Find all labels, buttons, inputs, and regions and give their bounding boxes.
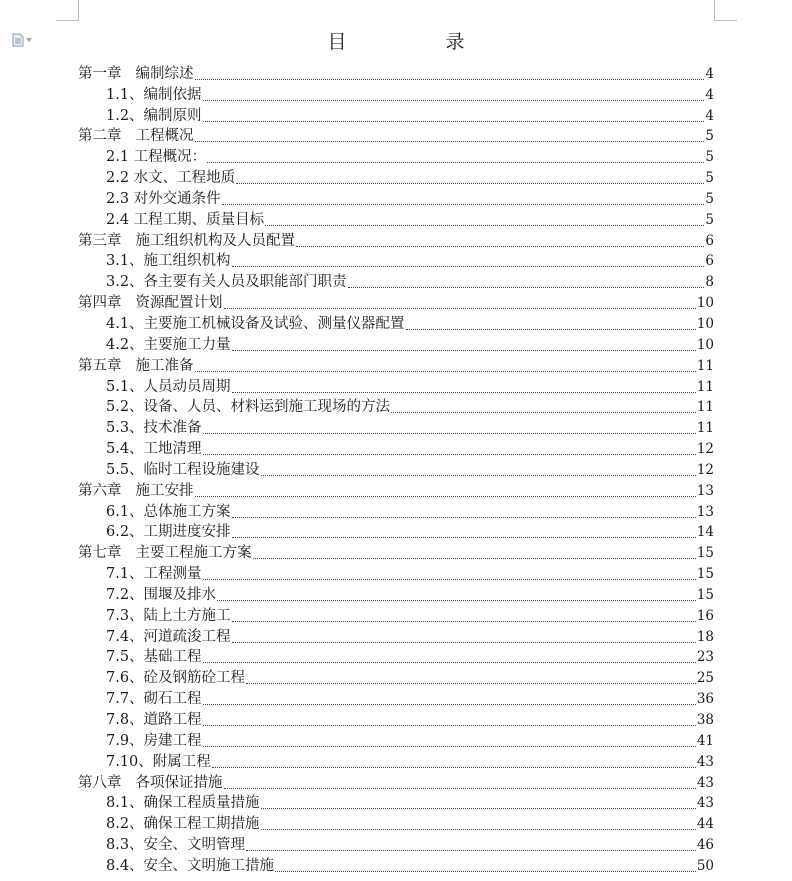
toc-chapter-entry[interactable] [78,541,714,562]
toc-chapter-title: 施工组织机构及人员配置 [135,232,295,249]
toc-section-entry[interactable] [78,625,714,646]
toc-entry-label: 2.3 对外交通条件 [106,190,221,207]
toc-page-number: 43 [696,774,714,791]
toc-entry-label: 8.4、安全、文明施工措施 [106,857,275,874]
toc-section-entry[interactable] [78,375,714,396]
toc-page-number: 12 [696,461,714,478]
toc-section-entry[interactable] [78,250,714,271]
toc-section-entry[interactable] [78,312,714,333]
toc-dot-leader [195,79,705,80]
toc-entry-label: 4.1、主要施工机械设备及试验、测量仪器配置 [106,315,405,332]
toc-dot-leader [236,183,704,184]
toc-section-entry[interactable] [78,583,714,604]
toc-chapter-title: 施工准备 [135,357,194,374]
toc-entry-label: 7.3、陆上土方施工 [106,607,231,624]
toc-entry-label: 7.1、工程测量 [106,566,202,583]
toc-page-number: 25 [696,670,714,687]
toc-entry-label [78,483,194,500]
toc-chapter-title: 资源配置计划 [135,295,223,312]
toc-section-entry[interactable] [78,562,714,583]
toc-chapter-number: 第四章 [78,295,122,312]
toc-dot-leader [203,725,696,726]
toc-dot-leader [275,871,696,872]
toc-entry-label: 6.2、工期进度安排 [106,524,231,541]
toc-section-entry[interactable] [78,854,714,875]
toc-section-entry[interactable] [78,83,714,104]
toc-chapter-entry[interactable] [78,354,714,375]
toc-entry-label: 5.2、设备、人员、材料运到施工现场的方法 [106,399,391,416]
toc-chapter-number: 第七章 [78,545,122,562]
toc-entry-label [78,358,194,375]
toc-chapter-title: 施工安排 [135,482,194,499]
toc-page-number: 10 [696,295,714,312]
toc-page-number: 5 [705,149,714,166]
toc-dot-leader [261,475,696,476]
toc-dot-leader [261,808,696,809]
toc-page-number: 12 [696,441,714,458]
toc-chapter-entry[interactable] [78,291,714,312]
toc-entry-label [78,545,252,562]
toc-entry-label [78,775,223,792]
toc-entry-label: 7.6、砼及钢筋砼工程 [106,670,246,687]
toc-page-number: 43 [696,753,714,770]
toc-section-entry[interactable] [78,812,714,833]
toc-entry-label: 1.1、编制依据 [106,86,202,103]
toc-dot-leader [348,287,705,288]
toc-dot-leader [261,829,696,830]
toc-entry-label: 6.1、总体施工方案 [106,503,231,520]
toc-section-entry[interactable] [78,416,714,437]
toc-dot-leader [232,350,696,351]
toc-section-entry[interactable] [78,604,714,625]
toc-section-entry[interactable] [78,166,714,187]
toc-section-entry[interactable] [78,521,714,542]
toc-entry-label: 5.1、人员动员周期 [106,378,231,395]
toc-dot-leader [203,579,696,580]
toc-section-entry[interactable] [78,208,714,229]
toc-page-number: 16 [696,607,714,624]
toc-entry-label [78,233,295,250]
toc-dot-leader [391,412,696,413]
toc-dot-leader [222,204,705,205]
toc-entry-label: 7.10、附属工程 [106,753,211,770]
toc-page-number: 15 [696,586,714,603]
toc-entry-label: 5.3、技术准备 [106,420,202,437]
page-corner-mark-right [714,0,737,21]
toc-section-entry[interactable] [78,187,714,208]
toc-chapter-entry[interactable] [78,229,714,250]
toc-page-number: 4 [705,107,714,124]
toc-section-entry[interactable] [78,270,714,291]
toc-page-number: 41 [696,732,714,749]
toc-dot-leader [296,246,704,247]
toc-page-number: 8 [705,274,714,291]
toc-entry-label: 2.4 工程工期、质量目标 [106,211,265,228]
toc-dot-leader [203,704,696,705]
toc-chapter-title: 工程概况 [135,128,194,145]
toc-section-entry[interactable] [78,396,714,417]
toc-dot-leader [207,162,704,163]
toc-page-number: 46 [696,837,714,854]
toc-dot-leader [265,225,704,226]
toc-entry-label: 7.8、道路工程 [106,712,202,728]
toc-section-entry[interactable] [78,646,714,667]
toc-page-number: 11 [696,420,714,437]
toc-entry-label: 5.4、工地清理 [106,441,202,458]
toc-dot-leader [203,100,705,101]
toc-dot-leader [232,642,696,643]
toc-dot-leader [203,454,696,455]
toc-page-number: 5 [705,190,714,207]
toc-section-entry[interactable] [78,792,714,813]
toc-page-number: 13 [696,503,714,520]
toc-entry-label [78,66,194,83]
toc-dot-leader [406,329,696,330]
toc-dot-leader [232,266,705,267]
toc-chapter-number: 第二章 [78,128,122,145]
toc-page-number: 10 [696,315,714,332]
toc-page-number: 11 [696,357,714,374]
toc-page-number: 15 [696,545,714,562]
toc-page-number: 4 [705,86,714,103]
toc-dot-leader [246,850,696,851]
toc-chapter-entry[interactable] [78,62,714,83]
toc-dot-leader [195,141,705,142]
toc-entry-label: 3.2、各主要有关人员及职能部门职责 [106,274,347,291]
toc-dot-leader [224,788,696,789]
toc-page-number: 36 [696,691,714,708]
toc-entry-label: 1.2、编制原则 [106,107,202,124]
toc-entry-label: 4.2、主要施工力量 [106,336,231,353]
page-corner-mark-left [56,0,79,21]
toc-dot-leader [253,558,696,559]
toc-page-number: 14 [696,524,714,541]
toc-entry-label: 8.3、安全、文明管理 [106,837,246,854]
toc-dot-leader [203,433,696,434]
toc-entry-label: 8.1、确保工程质量措施 [106,795,260,812]
toc-chapter-number: 第六章 [78,482,122,499]
toc-section-entry[interactable] [78,666,714,687]
toc-chapter-number: 第三章 [78,232,122,249]
toc-chapter-entry[interactable] [78,771,714,792]
toc-page-number: 11 [696,399,714,416]
toc-section-entry[interactable] [78,500,714,521]
toc-entry-label: 7.2、围堰及排水 [106,586,217,603]
toc-entry-label: 2.1 工程概况： [106,149,207,166]
toc-entry-label [78,295,223,312]
toc-section-entry[interactable] [78,145,714,166]
toc-section-entry[interactable] [78,729,714,750]
toc-chapter-number: 第一章 [78,65,122,82]
toc-entry-label: 7.4、河道疏浚工程 [106,628,231,645]
table-of-contents [78,62,714,875]
toc-page-number: 13 [696,482,714,499]
toc-entry-label: 8.2、确保工程工期措施 [106,816,260,833]
toc-dot-leader [195,496,696,497]
toc-chapter-number: 第五章 [78,357,122,374]
toc-chapter-title: 主要工程施工方案 [135,545,252,562]
toc-section-entry[interactable] [78,708,714,729]
toc-page-number: 38 [696,712,714,728]
toc-page-number: 50 [696,857,714,874]
toc-page-number: 5 [705,128,714,145]
toc-section-entry[interactable] [78,104,714,125]
toc-entry-label [78,128,194,145]
toc-page-number: 6 [705,232,714,249]
toc-entry-label: 7.5、基础工程 [106,649,202,666]
toc-dot-leader [212,767,696,768]
toc-dot-leader [232,537,696,538]
toc-page-number: 4 [705,65,714,82]
toc-page-number: 10 [696,336,714,353]
toc-section-entry[interactable] [78,333,714,354]
toc-entry-label: 5.5、临时工程设施建设 [106,461,260,478]
toc-chapter-entry[interactable] [78,479,714,500]
toc-page-number: 43 [696,795,714,812]
toc-dot-leader [203,746,696,747]
toc-dot-leader [217,600,696,601]
toc-entry-label: 7.7、砌石工程 [106,691,202,708]
page-title: 目 录 [327,31,505,53]
toc-dot-leader [246,683,696,684]
toc-page-number: 18 [696,628,714,645]
toc-entry-label: 2.2 水文、工程地质 [106,170,236,187]
toc-chapter-title: 编制综述 [135,65,194,82]
toc-dot-leader [232,621,696,622]
toc-chapter-title: 各项保证措施 [135,774,223,791]
toc-dot-leader [195,371,696,372]
toc-page-number: 5 [705,170,714,187]
toc-section-entry[interactable] [78,458,714,479]
toc-entry-label: 7.9、房建工程 [106,732,202,749]
toc-dot-leader [224,308,696,309]
toc-page-number: 6 [705,253,714,270]
toc-page-number: 23 [696,649,714,666]
toc-section-entry[interactable] [78,750,714,771]
toc-chapter-number: 第八章 [78,774,122,791]
toc-dot-leader [232,392,696,393]
toc-dot-leader [203,662,696,663]
toc-page-number: 44 [696,816,714,833]
toc-page-number: 5 [705,211,714,228]
toc-dot-leader [232,517,696,518]
toc-page-number: 15 [696,566,714,583]
toc-section-entry[interactable] [78,687,714,708]
toc-page-number: 11 [696,378,714,395]
toc-dot-leader [203,121,705,122]
toc-entry-label: 3.1、施工组织机构 [106,253,231,270]
toc-chapter-entry[interactable] [78,125,714,146]
toc-section-entry[interactable] [78,833,714,854]
toc-section-entry[interactable] [78,437,714,458]
